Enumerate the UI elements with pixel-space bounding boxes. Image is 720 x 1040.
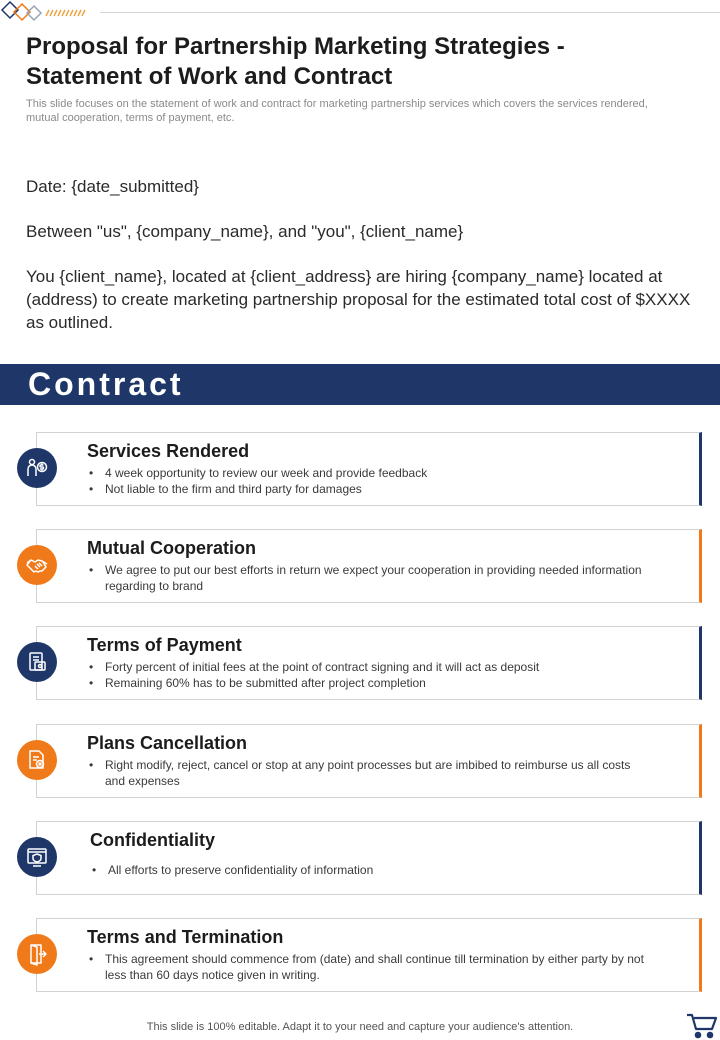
handshake-icon bbox=[17, 545, 57, 585]
section-bullets bbox=[87, 465, 647, 497]
bullet-item: • This agreement should commence from (date) and shall continue till termination by either party by not less than 60 days notice given in writing. bbox=[87, 951, 647, 983]
section-title: Plans Cancellation bbox=[87, 733, 248, 753]
bullet-item: • Remaining 60% has to be submitted after project completion bbox=[87, 675, 647, 691]
bullet-item: • Right modify, reject, cancel or stop at any point processes but are imbibed to reimburse us all costs and expenses bbox=[87, 757, 647, 789]
section-card-services-rendered bbox=[36, 432, 702, 506]
date-line: Date: {date_submitted} bbox=[26, 177, 199, 196]
section-title: Mutual Cooperation bbox=[87, 538, 256, 558]
section-title: Services Rendered bbox=[87, 441, 250, 461]
secure-shield-icon bbox=[17, 837, 57, 877]
corner-diamond-decoration bbox=[0, 0, 100, 24]
section-title: Terms of Payment bbox=[87, 635, 242, 655]
shopping-cart-icon bbox=[686, 1012, 718, 1040]
payment-document-icon bbox=[17, 642, 57, 682]
person-dollar-icon bbox=[17, 448, 57, 488]
bullet-item: • Not liable to the firm and third party for damages bbox=[87, 481, 647, 497]
section-bullets bbox=[90, 862, 650, 878]
section-bullets bbox=[87, 951, 647, 983]
parties-line: Between "us", {company_name}, and "you", {client_name} bbox=[26, 222, 464, 241]
contract-heading: Contract bbox=[28, 366, 184, 402]
bullet-item: • All efforts to preserve confidentiality of information bbox=[90, 862, 650, 878]
bullet-item: • Forty percent of initial fees at the point of contract signing and it will act as deposit bbox=[87, 659, 647, 675]
section-title: Terms and Termination bbox=[87, 927, 284, 947]
section-card-plans-cancellation bbox=[36, 724, 702, 798]
footer-note: This slide is 100% editable. Adapt it to your need and capture your audience's attention. bbox=[146, 1021, 574, 1033]
exit-door-icon bbox=[17, 934, 57, 974]
section-bullets bbox=[87, 757, 647, 789]
cancel-document-icon bbox=[17, 740, 57, 780]
hiring-paragraph: You {client_name}, located at {client_address} are hiring {company_name} located at (address) to create marketing partnership proposal for the estimated total cost of $XXXX as outlined. bbox=[26, 267, 691, 332]
page-subtitle: This slide focuses on the statement of work and contract for marketing partnership services which covers the services rendered, mutual cooperation, terms of payment, etc. bbox=[26, 98, 648, 124]
section-bullets bbox=[87, 562, 647, 594]
section-title: Confidentiality bbox=[90, 830, 215, 850]
section-card-confidentiality bbox=[36, 821, 702, 895]
header-divider bbox=[100, 12, 720, 13]
bullet-item: • We agree to put our best efforts in return we expect your cooperation in providing needed information regarding to brand bbox=[87, 562, 647, 594]
contract-banner bbox=[0, 364, 720, 405]
section-card-mutual-cooperation bbox=[36, 529, 702, 603]
section-card-terms-of-payment bbox=[36, 626, 702, 700]
section-bullets bbox=[87, 659, 647, 691]
section-card-terms-and-termination bbox=[36, 918, 702, 992]
page-title: Proposal for Partnership Marketing Strategies - Statement of Work and Contract bbox=[26, 33, 565, 90]
bullet-item: • 4 week opportunity to review our week and provide feedback bbox=[87, 465, 647, 481]
